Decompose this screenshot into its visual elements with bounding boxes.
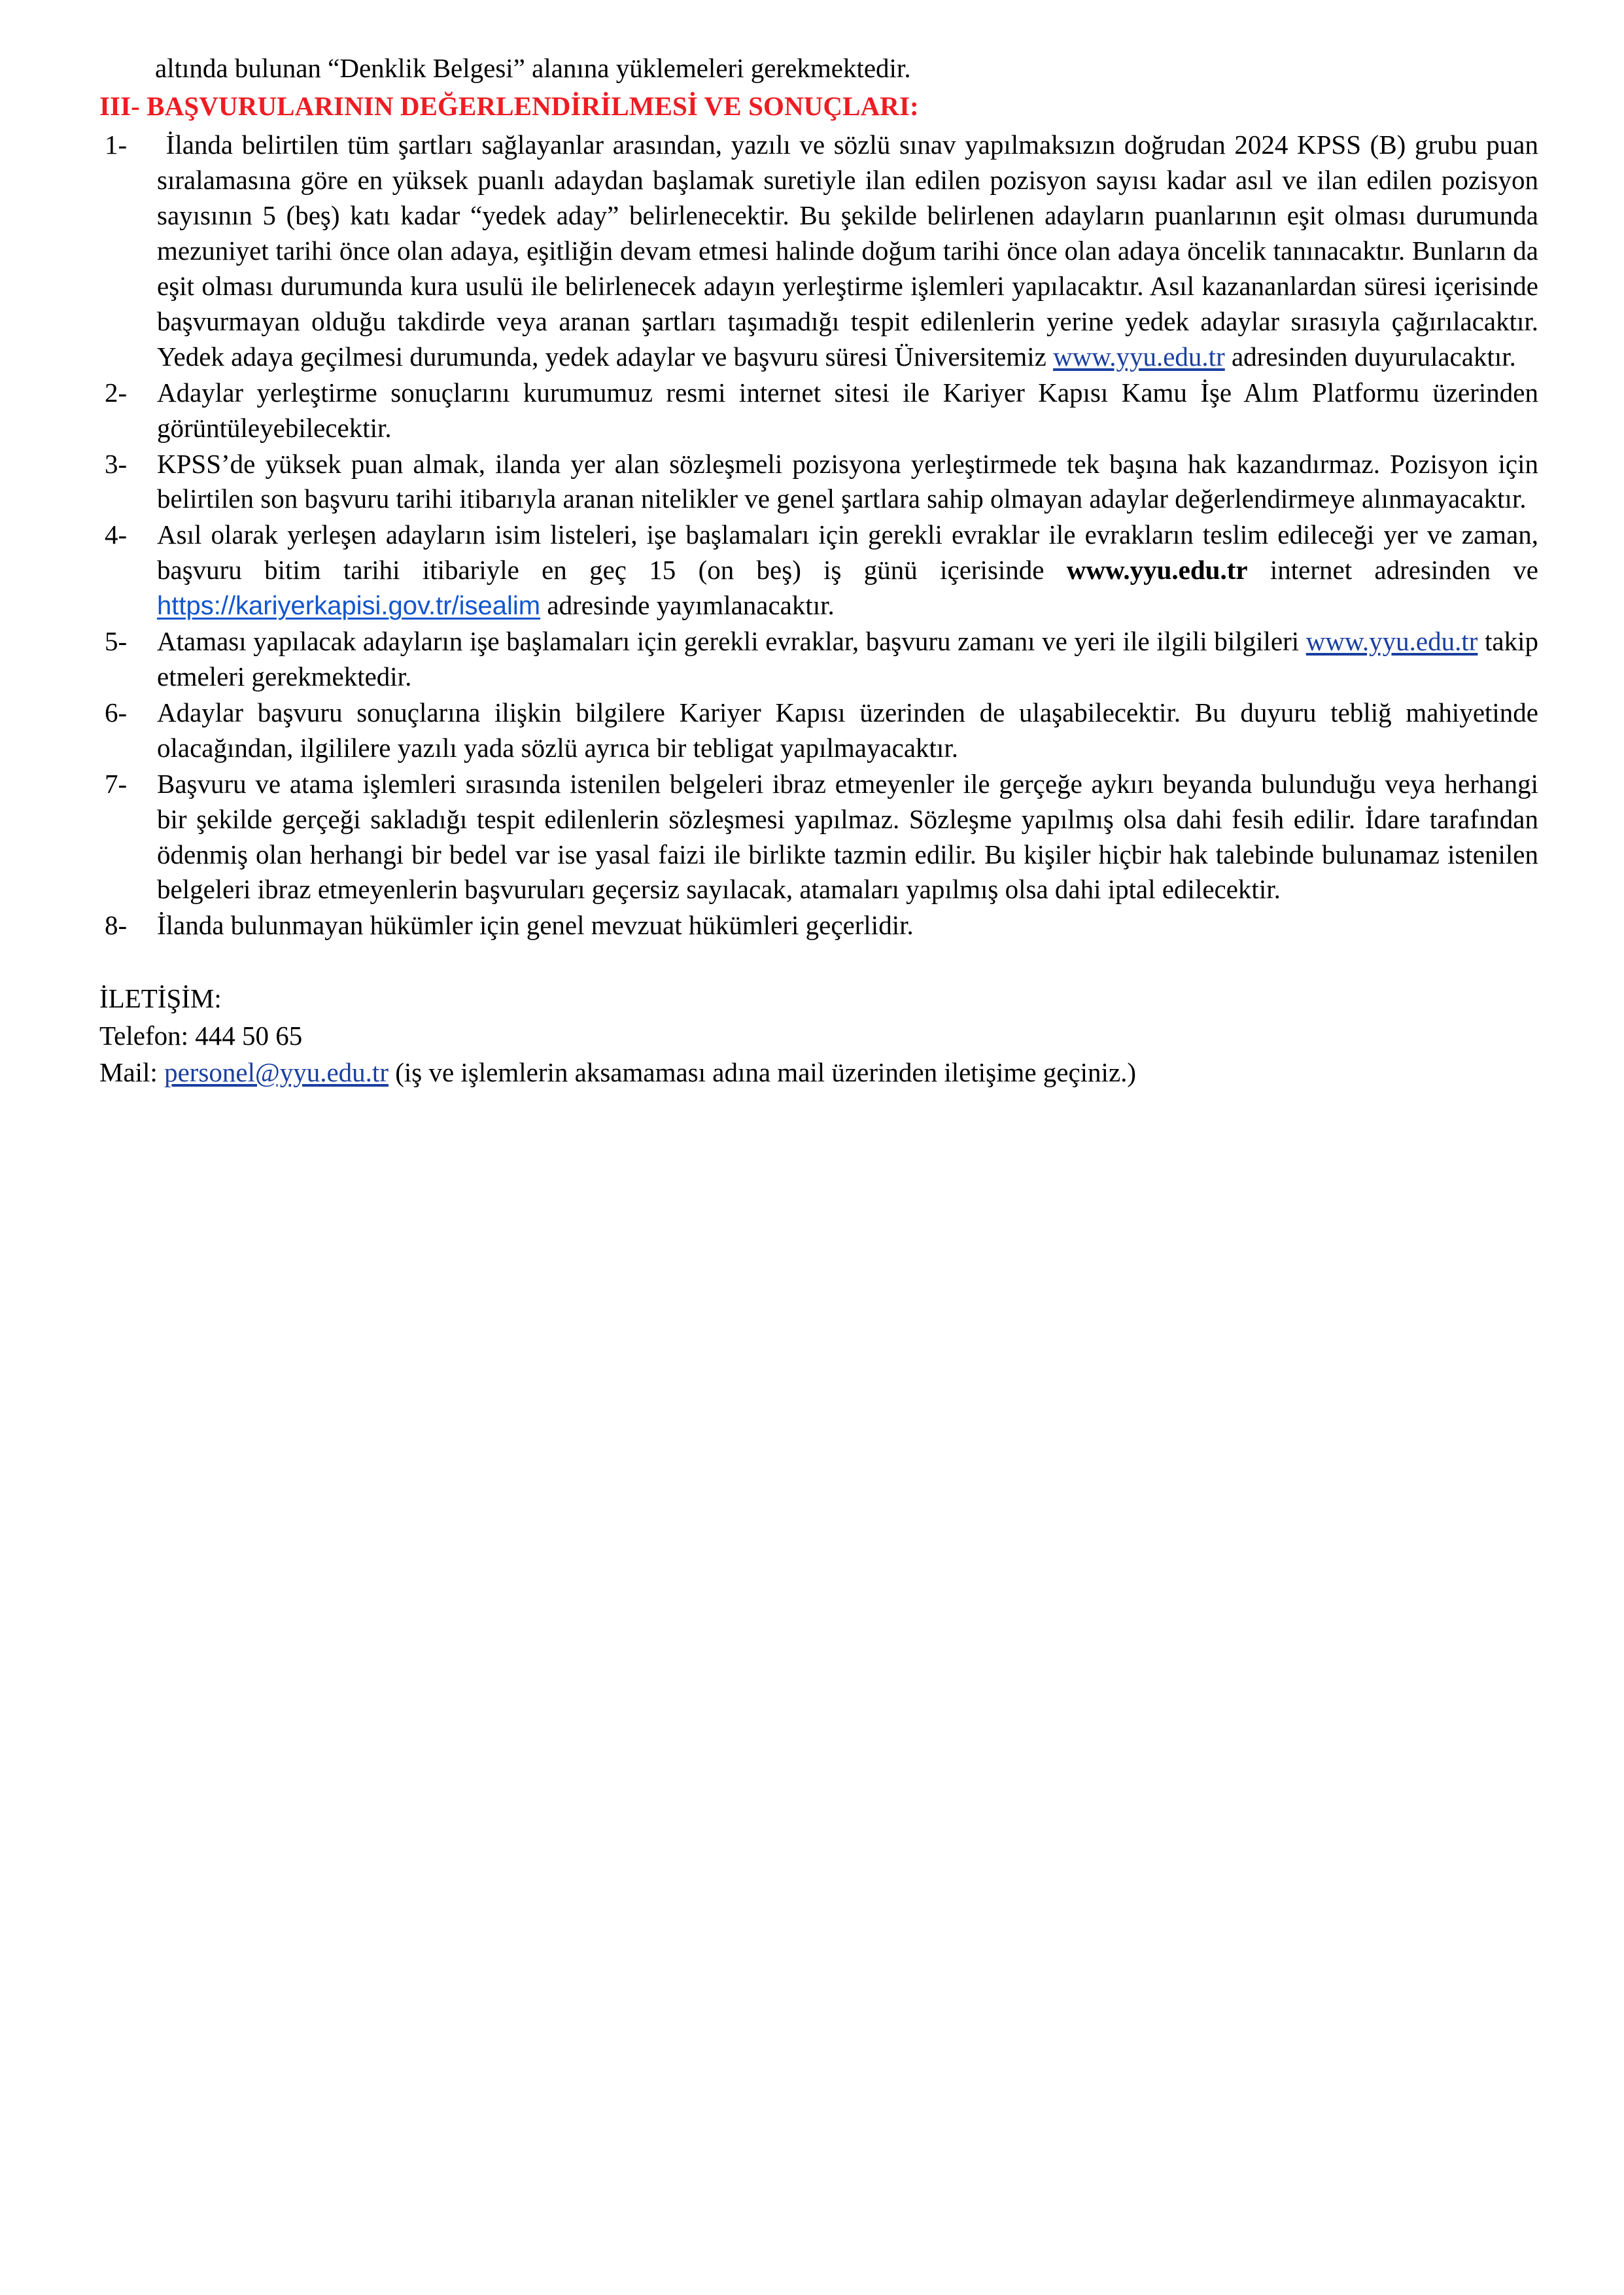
link-yyu-edu-tr[interactable]: www.yyu.edu.tr xyxy=(1053,341,1225,372)
list-item-marker: 3- xyxy=(105,448,128,479)
contact-mail-row xyxy=(99,1055,1538,1090)
list-item-marker: 1- xyxy=(105,130,128,160)
contact-title: İLETİŞİM: xyxy=(99,983,222,1014)
continued-paragraph-line: altında bulunan “Denklik Belgesi” alanına yüklemeleri gerekmektedir. xyxy=(155,53,911,83)
list-item-body: Adaylar yerleştirme sonuçlarını kurumumuz resmi internet sitesi ile Kariyer Kapısı Kamu İşe Alım Platformu üzerinden görüntüleyebilecektir. xyxy=(157,377,1538,443)
list-item-marker: 6- xyxy=(105,697,128,727)
list-item-marker: 8- xyxy=(105,910,128,941)
contact-phone-label: Telefon: xyxy=(99,1020,196,1051)
list-item xyxy=(99,447,1538,517)
item5-part2: takip etmeleri gerekmektedir. xyxy=(157,626,1538,692)
contact-block xyxy=(99,981,1538,1090)
list-item-marker: 5- xyxy=(105,626,128,657)
bold-url-yyu-edu-tr: www.yyu.edu.tr xyxy=(1066,555,1248,586)
item4-part3: adresinde yayımlanacaktır. xyxy=(540,590,835,621)
list-item-body xyxy=(157,128,1538,374)
item1-text-before-link: İlanda belirtilen tüm şartları sağlayanlar arasından, yazılı ve sözlü sınav yapılmaksızın doğrudan 2024 KPSS (B) grubu puan sıralamasına göre en yüksek puanlı adaydan başlamak suretiyle ilan edilen pozisyon sayısı kadar asıl ve ilan edilen pozisyon sayısının 5 (beş) katı kadar “yedek aday” belirlenecektir. Bu şekilde belirlenen adayların puanlarının eşit olması durumunda mezuniyet tarihi önce olan adaya, eşitliğin devam etmesi halinde doğum tarihi önce olan adaya öncelik tanınacaktır. Bunların da eşit olması durumunda kura usulü ile belirlenecek adayın yerleştirme işlemleri yapılacaktır. Asıl kazananlardan süresi içerisinde başvurmayan olduğu takdirde veya aranan şartları taşımadığı tespit edilenlerin yerine yedek adaylar sırasıyla çağırılacaktır. Yedek adaya geçilmesi durumunda, yedek adaylar ve başvuru süresi Üniversitemiz xyxy=(157,130,1539,372)
numbered-items-list xyxy=(99,128,1538,943)
list-item-marker: 4- xyxy=(105,519,128,550)
list-item-body: İlanda bulunmayan hükümler için genel mevzuat hükümleri geçerlidir. xyxy=(157,910,914,941)
list-item-body: Adaylar başvuru sonuçlarına ilişkin bilgilere Kariyer Kapısı üzerinden de ulaşabilecektir. Bu duyuru tebliğ mahiyetinde olacağından, ilgililere yazılı yada sözlü ayrıca bir tebligat yapılmayacaktır. xyxy=(157,697,1538,763)
item1-text-after-link: adresinden duyurulacaktır. xyxy=(1224,341,1516,372)
contact-mail-label: Mail: xyxy=(99,1057,165,1087)
contact-phone-value: 444 50 65 xyxy=(195,1020,303,1051)
list-item-body xyxy=(157,624,1538,695)
link-yyu-edu-tr[interactable]: www.yyu.edu.tr xyxy=(1305,626,1478,657)
list-item xyxy=(99,517,1538,623)
list-item-body xyxy=(157,517,1538,623)
contact-mail-note: (iş ve işlemlerin aksamaması adına mail üzerinden iletişime geçiniz.) xyxy=(388,1057,1137,1087)
list-item xyxy=(99,767,1538,908)
list-item-body: Başvuru ve atama işlemleri sırasında istenilen belgeleri ibraz etmeyenler ile gerçeğe aykırı beyanda bulunduğu veya herhangi bir şekilde gerçeği sakladığı tespit edilenlerin sözleşmesi yapılmaz. Sözleşme yapılmış olsa dahi fesih edilir. İdare tarafından ödenmiş olan herhangi bir bedel var ise yasal faizi ile birlikte tazmin edilir. Bu kişiler hiçbir hak talebinde bulunamaz istenilen belgeleri ibraz etmeyenlerin başvuruları geçersiz sayılacak, atamaları yapılmış olsa dahi iptal edilecektir. xyxy=(157,768,1538,905)
item4-part2: internet adresinden ve xyxy=(1247,555,1538,586)
item5-part1: Ataması yapılacak adayların işe başlamaları için gerekli evraklar, başvuru zamanı ve yeri ile ilgili bilgileri xyxy=(157,626,1306,657)
item4-part1: Asıl olarak yerleşen adayların isim listeleri, işe başlamaları için gerekli evraklar ile evrakların teslim edileceği yer ve zaman, başvuru bitim tarihi itibariyle en geç 15 (on beş) iş günü içerisinde xyxy=(157,519,1538,586)
list-item xyxy=(99,695,1538,766)
list-item-marker: 7- xyxy=(105,768,128,799)
contact-phone-row xyxy=(99,1019,1538,1053)
document-content xyxy=(99,51,1538,1092)
link-mail-personel[interactable]: personel@yyu.edu.tr xyxy=(164,1057,389,1087)
list-item xyxy=(99,376,1538,446)
link-kariyerkapisi-isealim[interactable]: https://kariyerkapisi.gov.tr/isealim xyxy=(157,591,541,621)
list-item xyxy=(99,624,1538,695)
list-item-marker: 2- xyxy=(105,377,128,408)
list-item xyxy=(99,908,1538,943)
list-item-body: KPSS’de yüksek puan almak, ilanda yer alan sözleşmeli pozisyona yerleştirmede tek başına hak kazandırmaz. Pozisyon için belirtilen son başvuru tarihi itibarıyla aranan nitelikler ve genel şartlara sahip olmayan adaylar değerlendirmeye alınmayacaktır. xyxy=(157,448,1538,514)
section-heading-evaluation-results: III- BAŞVURULARININ DEĞERLENDİRİLMESİ VE SONUÇLARI: xyxy=(99,91,919,122)
list-item xyxy=(99,128,1538,374)
